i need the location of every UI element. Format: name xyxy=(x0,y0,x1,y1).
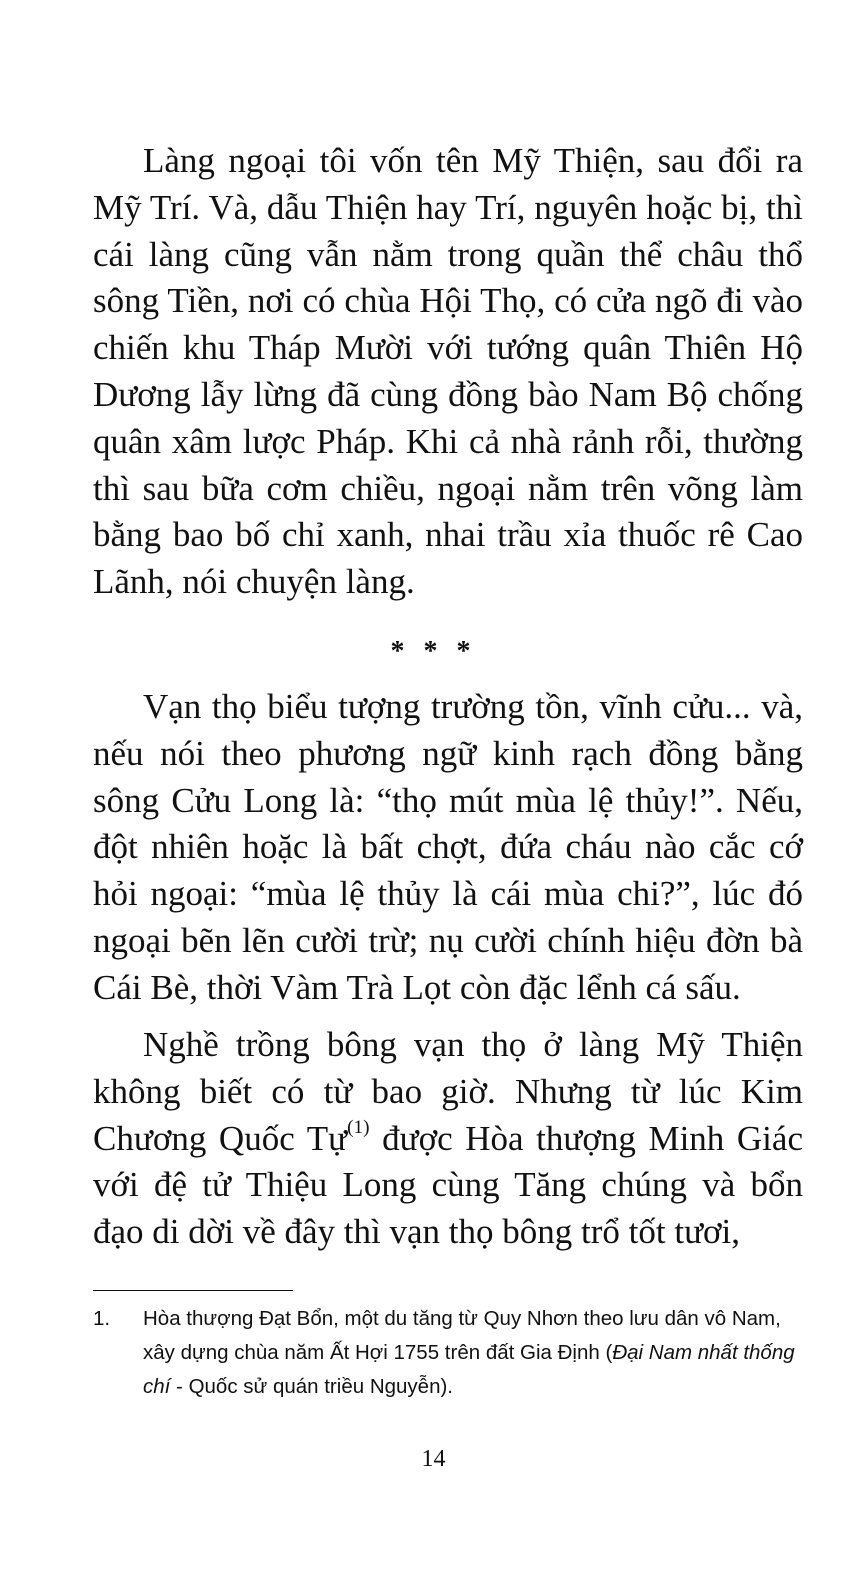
footnote-text xyxy=(143,1302,803,1404)
section-break: * * * xyxy=(390,636,477,667)
paragraph-text: Vạn thọ biểu tượng trường tồn, vĩnh cửu... và, nếu nói theo phương ngữ kinh rạch đồng bằng sông Cửu Long là: “thọ mút mùa lệ thủy!”. Nếu, đột nhiên hoặc là bất chợt, đứa cháu nào cắc cớ hỏi ngoại: “mùa lệ thủy là cái mùa chi?”, lúc đó ngoại bẽn lẽn cười trừ; nụ cười chính hiệu đờn bà Cái Bè, thời Vàm Trà Lọt còn đặc lểnh cá sấu. xyxy=(93,687,803,1007)
footnote-number: 1. xyxy=(93,1307,111,1330)
footnote-reference: (1) xyxy=(347,1117,370,1139)
body-paragraph-3 xyxy=(93,1022,803,1256)
page-number: 14 xyxy=(421,1446,446,1472)
paragraph-text-part: được Hòa thượng Minh Giác với đệ tử Thiệu Long cùng Tăng chúng và bổn đạo di dời về đây thì vạn thọ bông trổ tốt tươi, xyxy=(93,1118,803,1252)
footnote-text-part: - Quốc sử quán triều Nguyễn). xyxy=(170,1375,453,1398)
paragraph-text: Làng ngoại tôi vốn tên Mỹ Thiện, sau đổi ra Mỹ Trí. Và, dẫu Thiện hay Trí, nguyên hoặc bị, thì cái làng cũng vẫn nằm trong quần thể châu thổ sông Tiền, nơi có chùa Hội Thọ, có cửa ngõ đi vào chiến khu Tháp Mười với tướng quân Thiên Hộ Dương lẫy lừng đã cùng đồng bào Nam Bộ chống quân xâm lược Pháp. Khi cả nhà rảnh rỗi, thường thì sau bữa cơm chiều, ngoại nằm trên võng làm bằng bao bố chỉ xanh, nhai trầu xỉa thuốc rê Cao Lãnh, nói chuyện làng. xyxy=(93,141,803,602)
body-paragraph-1 xyxy=(93,138,803,606)
paragraph-text-part: Nghề trồng bông vạn thọ ở làng Mỹ Thiện không biết có từ bao giờ. Nhưng từ lúc Kim Chương Quốc Tự xyxy=(93,1025,803,1158)
footnote-text-part: Hòa thượng Đạt Bổn, một du tăng từ Quy Nhơn theo lưu dân vô Nam, xây dựng chùa năm Ất Hợi 1755 trên đất Gia Định ( xyxy=(143,1307,781,1364)
footnote xyxy=(93,1302,803,1404)
footnote-citation-title: Đại Nam nhất thống chí xyxy=(143,1341,795,1398)
body-paragraph-2 xyxy=(93,684,803,1012)
footnote-divider xyxy=(93,1290,293,1291)
paragraph-text xyxy=(93,1022,803,1256)
